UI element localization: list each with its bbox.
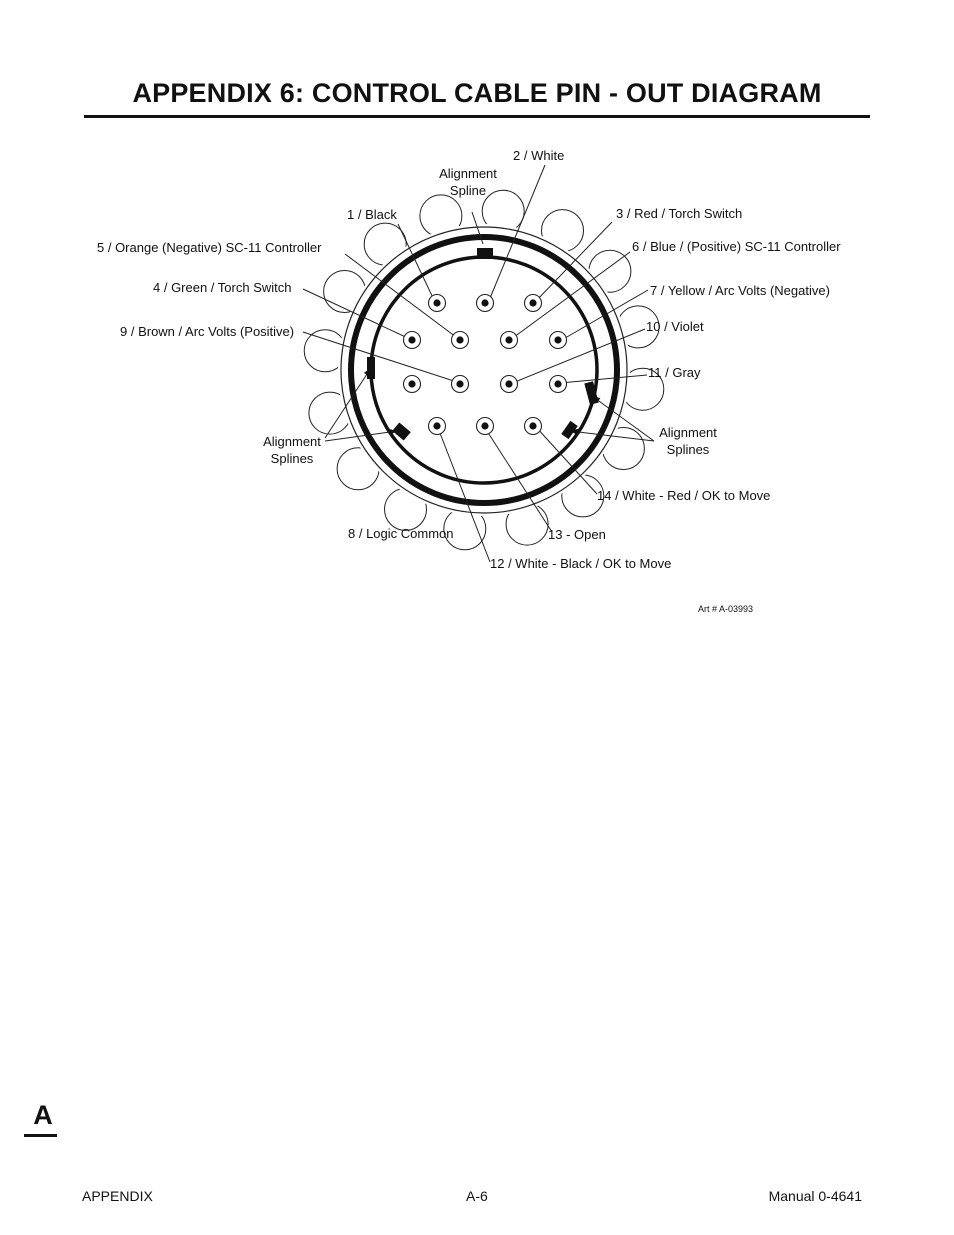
label-pin7: 7 / Yellow / Arc Volts (Negative) (650, 283, 830, 298)
pin-contact (529, 299, 536, 306)
footer-manual-number: Manual 0-4641 (768, 1188, 862, 1204)
pin-contact (481, 299, 488, 306)
pin-contact (554, 336, 561, 343)
pin-contact (505, 336, 512, 343)
label-pin12: 12 / White - Black / OK to Move (490, 556, 672, 571)
pin-contact (456, 336, 463, 343)
label-pin4: 4 / Green / Torch Switch (153, 280, 292, 295)
label-pin3: 3 / Red / Torch Switch (616, 206, 743, 221)
label-pin1: 1 / Black (347, 207, 397, 222)
label-alignment-spline-2: Spline (449, 183, 487, 198)
connector-face (338, 224, 630, 516)
label-pin9: 9 / Brown / Arc Volts (Positive) (120, 324, 295, 339)
label-pin6: 6 / Blue / (Positive) SC-11 Controller (632, 239, 841, 254)
label-splines-right-1: Alignment (659, 425, 717, 440)
footer-page-number: A-6 (466, 1188, 488, 1204)
label-splines-right-2: Splines (666, 442, 710, 457)
pin-contact (408, 336, 415, 343)
pin-contact (433, 422, 440, 429)
section-tab-underline (24, 1134, 57, 1137)
label-pin5: 5 / Orange (Negative) SC-11 Controller (97, 240, 322, 255)
pin-contact (433, 299, 440, 306)
label-pin13: 13 - Open (548, 527, 606, 542)
pin-contact (505, 380, 512, 387)
pin-contact (554, 380, 561, 387)
pin-contact (529, 422, 536, 429)
label-alignment-spline-1: Alignment (439, 166, 497, 181)
page-title: APPENDIX 6: CONTROL CABLE PIN - OUT DIAGRAM (132, 78, 822, 108)
pin-contact (481, 422, 488, 429)
pin-contact (408, 380, 415, 387)
label-pin14: 14 / White - Red / OK to Move (597, 488, 771, 503)
art-number: Art # A-03993 (698, 604, 754, 614)
pin-contact (456, 380, 463, 387)
label-pin8: 8 / Logic Common (348, 526, 454, 541)
alignment-spline (477, 248, 493, 259)
label-pin10: 10 / Violet (646, 319, 704, 334)
label-pin2: 2 / White (513, 148, 565, 163)
label-splines-left-2: Splines (270, 451, 314, 466)
label-pin11: 11 / Gray (648, 365, 701, 380)
label-splines-left-1: Alignment (263, 434, 321, 449)
section-tab-letter: A (33, 1100, 53, 1130)
footer-section: APPENDIX (82, 1188, 153, 1204)
